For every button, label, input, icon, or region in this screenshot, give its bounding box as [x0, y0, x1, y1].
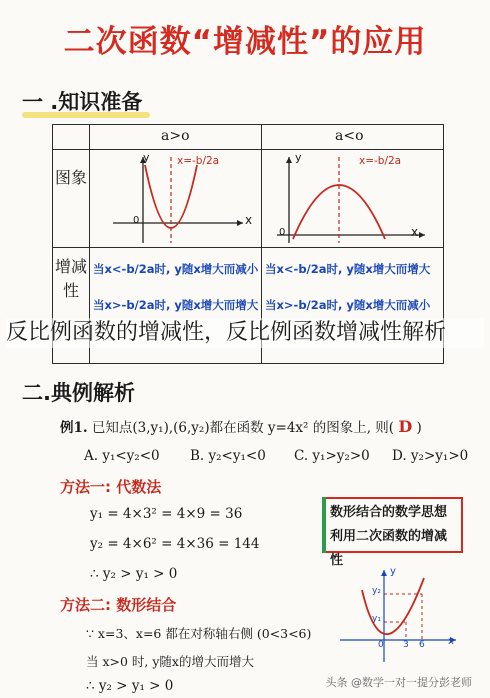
small-origin-label: 0 — [378, 640, 384, 650]
right-origin-label: 0 — [279, 227, 286, 238]
small-y2-label: y₂ — [372, 586, 381, 596]
example-question — [60, 416, 422, 436]
small-x-label: x — [448, 636, 454, 647]
example-label: 例1. — [60, 420, 88, 436]
left-rule-2: 当x>-b/2a时, y随x增大而增大 — [93, 298, 259, 312]
left-origin-label: 0 — [133, 215, 140, 226]
small-tick-3: 3 — [403, 640, 409, 650]
method2-heading: 方法二: 数形结合 — [60, 596, 177, 614]
example-answer: D — [398, 417, 413, 436]
small-y1-label: y₁ — [372, 614, 381, 624]
left-axis-formula: x=-b/2a — [177, 155, 220, 167]
section1-heading: 一 .知识准备 — [22, 90, 143, 114]
table-rule — [53, 247, 443, 248]
option-d: D. y₂>y₁>0 — [392, 448, 469, 464]
right-x-label: x — [411, 225, 419, 239]
method1-line1: y₁ = 4×3² = 4×9 = 36 — [90, 506, 243, 522]
tip-box — [322, 497, 463, 568]
right-rule-1: 当x<-b/2a时, y随x增大而增大 — [265, 262, 431, 276]
upward-parabola-graph — [93, 151, 259, 245]
example-text: 已知点(3,y₁),(6,y₂)都在函数 y=4x² 的图象上, 则( — [91, 420, 395, 436]
left-x-label: x — [245, 213, 253, 227]
method1-line3: ∴ y₂ > y₁ > 0 — [90, 566, 178, 582]
table-rule — [53, 149, 443, 150]
overlay-caption: 反比例函数的增减性，反比例函数增减性解析 — [6, 318, 484, 348]
example-close: ) — [416, 420, 422, 436]
method1-line2: y₂ = 4×6² = 4×36 = 144 — [90, 536, 260, 552]
page-title: 二次函数“增减性”的应用 — [63, 24, 427, 60]
right-axis-formula: x=-b/2a — [359, 155, 402, 167]
col2-header: a<o — [335, 128, 364, 144]
row1-label: 图象 — [54, 168, 87, 187]
option-a: A. y₁<y₂<0 — [84, 448, 160, 464]
right-y-label: y — [295, 151, 302, 164]
small-parabola-graph — [334, 566, 460, 666]
method2-line3: ∴ y₂ > y₁ > 0 — [86, 678, 174, 694]
col1-header: a>o — [161, 128, 190, 144]
option-b: B. y₂<y₁<0 — [190, 448, 266, 464]
section2-heading: 二.典例解析 — [22, 381, 135, 405]
small-y-label: y — [390, 566, 396, 577]
left-rule-1: 当x<-b/2a时, y随x增大而减小 — [93, 262, 259, 276]
left-y-label: y — [143, 151, 150, 164]
row2-label: 增减性 — [54, 257, 87, 300]
tip-line1: 数形结合的数学思想 — [330, 505, 448, 520]
option-c: C. y₁>y₂>0 — [294, 448, 370, 464]
method1-heading: 方法一: 代数法 — [60, 478, 162, 496]
method2-line1: ∵ x=3、x=6 都在对称轴右侧 (0<3<6) — [86, 626, 312, 641]
tip-accent-bar — [322, 497, 326, 553]
watermark: 头条 @数学一对一提分彭老师 — [325, 676, 472, 689]
small-tick-6: 6 — [419, 640, 425, 650]
method2-line2: 当 x>0 时, y随x的增大而增大 — [86, 654, 254, 669]
tip-line2: 利用二次函数的增减性 — [330, 529, 448, 568]
right-rule-2: 当x>-b/2a时, y随x增大而减小 — [265, 298, 431, 312]
